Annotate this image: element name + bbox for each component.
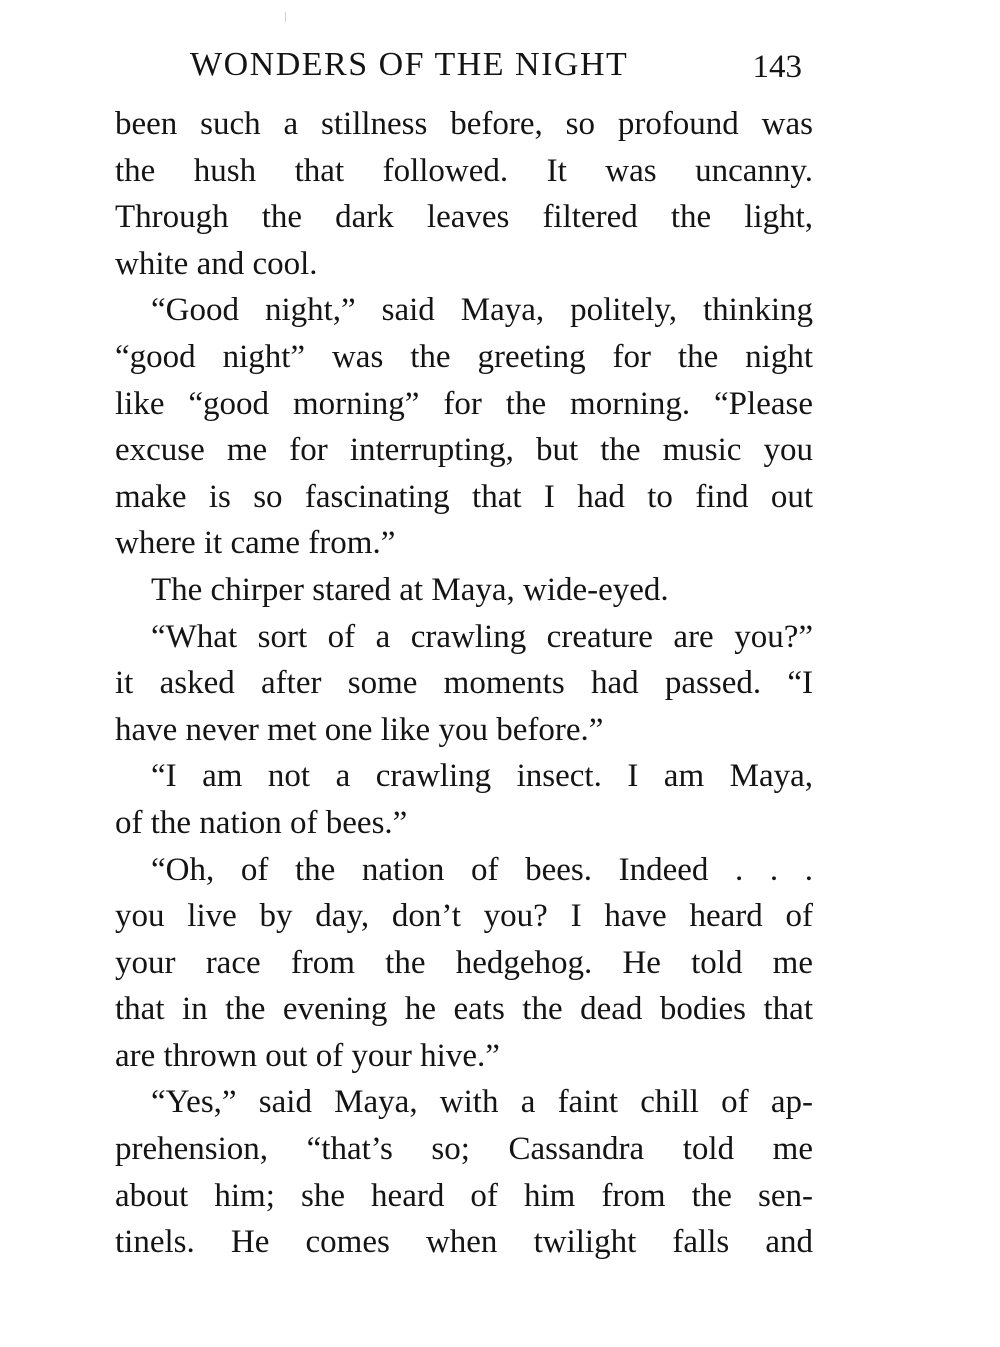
page-speck bbox=[285, 12, 286, 22]
text-line: that in the evening he eats the dead bodies that bbox=[115, 991, 813, 1028]
text-line: it asked after some moments had passed. “I bbox=[115, 665, 813, 702]
text-line: where it came from.” bbox=[115, 525, 396, 562]
text-line: “What sort of a crawling creature are you?” bbox=[151, 618, 813, 655]
text-line: “good night” was the greeting for the night bbox=[115, 338, 813, 375]
text-line: The chirper stared at Maya, wide-eyed. bbox=[151, 571, 669, 608]
text-line: prehension, “that’s so; Cassandra told me bbox=[115, 1131, 813, 1168]
text-line: “Good night,” said Maya, politely, thinking bbox=[151, 292, 813, 329]
text-line: like “good morning” for the morning. “Please bbox=[115, 385, 813, 422]
text-line: make is so fascinating that I had to find out bbox=[115, 478, 813, 515]
text-line: your race from the hedgehog. He told me bbox=[115, 944, 813, 981]
text-line: “Yes,” said Maya, with a faint chill of ap- bbox=[151, 1084, 813, 1121]
text-line: “Oh, of the nation of bees. Indeed . . . bbox=[151, 851, 813, 888]
text-line: have never met one like you before.” bbox=[115, 711, 604, 748]
text-line: tinels. He comes when twilight falls and bbox=[115, 1224, 813, 1261]
body-text bbox=[115, 101, 813, 1266]
text-line: “I am not a crawling insect. I am Maya, bbox=[151, 758, 813, 795]
text-line: been such a stillness before, so profound was bbox=[115, 106, 813, 142]
text-line: of the nation of bees.” bbox=[115, 804, 408, 841]
text-line: Through the dark leaves filtered the light, bbox=[115, 199, 813, 236]
text-line: are thrown out of your hive.” bbox=[115, 1037, 500, 1074]
running-head bbox=[190, 40, 810, 90]
running-head-title: WONDERS OF THE NIGHT bbox=[190, 46, 629, 83]
text-line: the hush that followed. It was uncanny. bbox=[115, 152, 813, 189]
text-line: about him; she heard of him from the sen- bbox=[115, 1177, 813, 1214]
page-number: 143 bbox=[752, 49, 802, 85]
text-line: you live by day, don’t you? I have heard of bbox=[115, 898, 813, 935]
text-line: white and cool. bbox=[115, 245, 318, 282]
text-line: excuse me for interrupting, but the music you bbox=[115, 432, 813, 469]
